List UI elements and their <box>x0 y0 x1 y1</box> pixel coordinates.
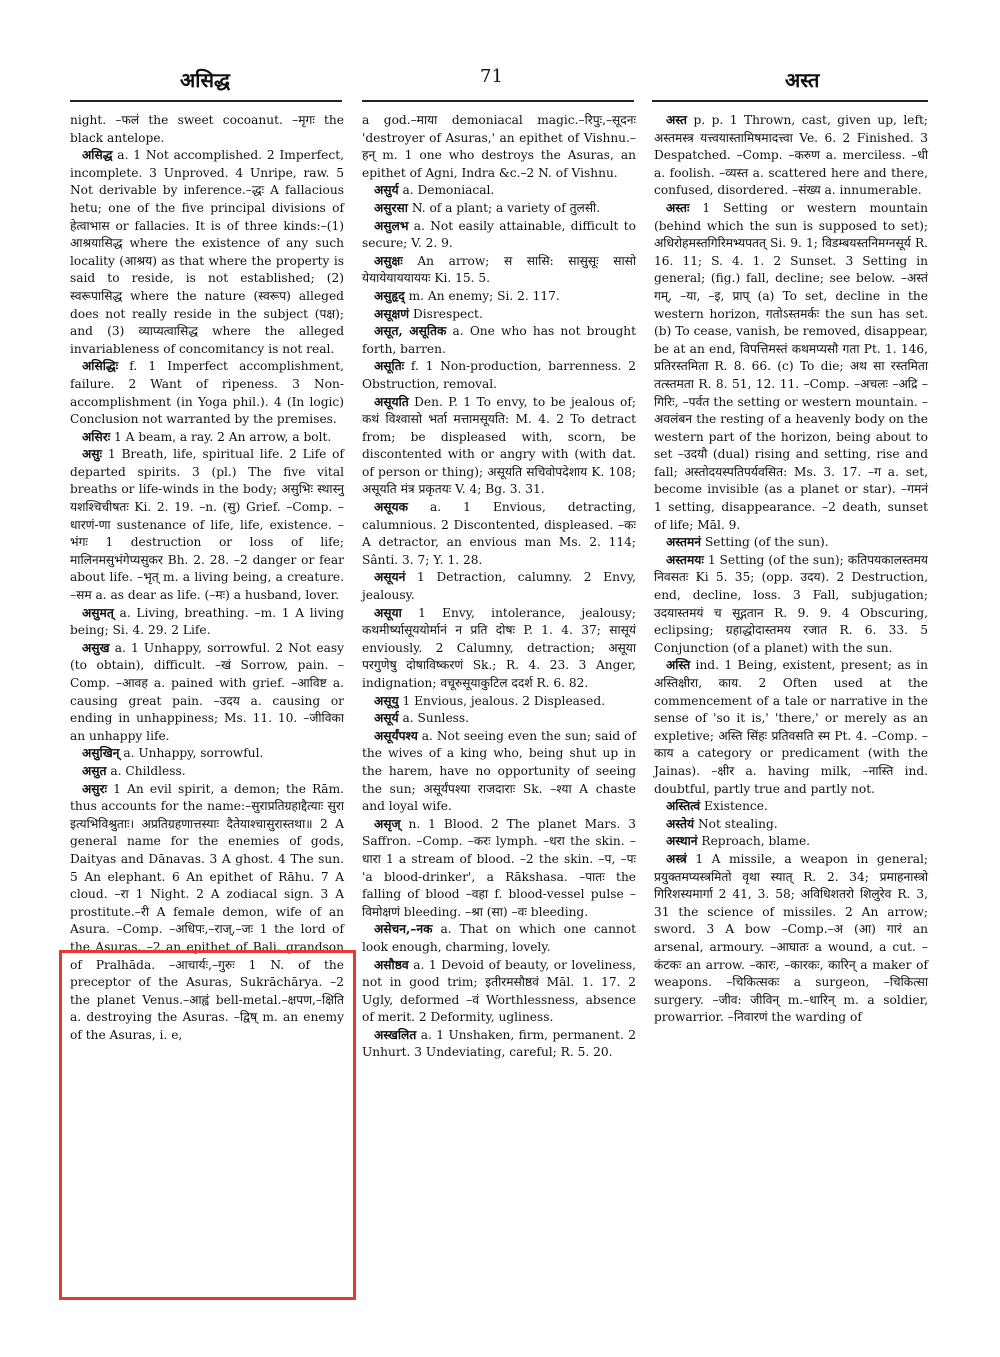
dictionary-entry <box>654 798 928 816</box>
entry-headword: असृज् <box>374 816 401 831</box>
entry-headword: असुरः <box>82 781 107 796</box>
entry-headword: असुमत् <box>82 605 114 620</box>
entry-definition: Disrespect. <box>412 306 483 321</box>
entry-headword: असेचन,–नक <box>374 922 433 937</box>
dictionary-entry <box>362 1027 636 1062</box>
entry-definition: 1 Setting (of the sun); कतिपयकालस्तमय निवसतः Ki 5. 35; (opp. उदय). 2 Destruction, end, decline, loss. 3 Fall, subjugation; उदयास्तमयं च सूद्गतान R. 9. 9. 4 Obscuring, eclipsing; ग्रहाद्धोदास्तमय रजात R. 6. 33. 5 Conjunction (of a planet) with the sun. <box>654 552 929 655</box>
column-rule-right <box>652 100 928 102</box>
entry-definition: a. Not seeing even the sun; said of the wives of a king who, being shut up in the harem, have no opportunity of seeing the sun; असूर्यंपश्या राजदाराः Sk. –श्या A chaste and loyal wife. <box>362 728 636 814</box>
dictionary-entry <box>362 499 636 569</box>
dictionary-entry <box>654 851 928 1027</box>
dictionary-entry <box>362 394 636 500</box>
entry-definition: a. Not easily attainable, difficult to secure; V. 2. 9. <box>362 218 636 251</box>
entry-definition: 1 A missile, a weapon in general; प्रयुक्तमप्यस्त्रमितो वृथा स्यात् R. 2. 34; प्रमाहनास्त्रो गिरिशस्यमार्गा 2 41, 3. 58; अविधिशतरो शिलुरेव R. 3, 31 the science of missiles. 2 An arrow; sword. 3 A bow –Comp.–अ (आ) गारं an arsenal, armoury. –आघातः a wound, a cut. –कंटकः an arrow. –कारः, –कारकः, कारिन् a maker of weapons. –चिकित्सकः a surgeon, –चिकित्सा surgery. –जीव: जीविन् m.–धारिन् m. a soldier, prowarrior. –निवारणं the warding of <box>654 851 929 1025</box>
dictionary-entry <box>362 253 636 288</box>
dictionary-entry <box>70 429 344 447</box>
entry-headword: असुख <box>82 640 110 655</box>
entry-definition: Setting (of the sun). <box>704 535 829 550</box>
dictionary-entry <box>362 306 636 324</box>
page-number: 71 <box>480 66 503 87</box>
entry-definition: N. of a plant; a variety of तुलसी. <box>411 200 601 215</box>
entry-definition: a. Demoniacal. <box>402 183 495 198</box>
dictionary-entry <box>362 218 636 253</box>
entry-headword: अस्तः <box>666 200 690 215</box>
dictionary-entry <box>70 640 344 746</box>
entry-definition: 1 Envy, intolerance, jealousy; कथमीर्ष्यासूययोर्मानं न प्रति दोषः P. 1. 4. 37; सासूयं enviously. 2 Calumny, detraction; असूया परगुणेषु दोषाविष्करणं Sk.; R. 4. 23. 3 Anger, indignation; वचूरुसूयाकुटिल ददर्श R. 6. 82. <box>362 605 637 690</box>
column-rule-middle <box>362 100 634 102</box>
column-right <box>654 112 928 1027</box>
entry-definition: f. 1 Imperfect accomplishment, failure. 2 Want of ripeness. 3 Non-accomplishment (in Yoga phil.). 4 (In logic) Conclusion not warranted by the premises. <box>70 359 345 427</box>
entry-headword: असूतिः <box>374 359 405 374</box>
entry-headword: अस्त <box>666 113 687 127</box>
dictionary-entry <box>654 657 928 798</box>
dictionary-entry <box>362 358 636 393</box>
entry-definition: a. That on which one cannot look enough, charming, lovely. <box>362 922 637 954</box>
entry-definition: m. An enemy; Si. 2. 117. <box>408 288 560 303</box>
entry-definition: Den. P. 1 To envy, to be jealous of; कथं विश्वासो भर्ता मत्तामसूयति: M. 4. 2 To detract from; be displeased with, scorn, be discontented with or angry with (with dat. of person or thing); असूयति सचिवोपदेशाय K. 108; असूयति मंत्र प्रकृतयः V. 4; Bg. 3. 31. <box>362 394 636 497</box>
entry-headword: असौष्ठव <box>374 957 409 972</box>
entry-headword: अस्तित्वं <box>666 799 701 814</box>
entry-definition: night. –फलं the sweet cocoanut. –मृगः the black antelope. <box>70 113 344 145</box>
entry-headword: असूक्षणं <box>374 306 410 321</box>
entry-headword: असूत, असूतिक <box>374 324 447 339</box>
column-rule-left <box>70 100 342 102</box>
entry-definition: a. Childless. <box>110 763 186 778</box>
dictionary-entry <box>362 323 636 358</box>
dictionary-entry <box>70 763 344 781</box>
entry-definition: n. 1 Blood. 2 The planet Mars. 3 Saffron. –Comp. –करः lymph. –धरा the skin. –धारा 1 a stream of blood. –2 the skin. –प, –पः 'a blood-drinker', a Rākshasa. –पातः the falling of blood –वहा f. blood-vessel pulse –विमोक्षणं bleeding. –श्रा (सा) –वः bleeding. <box>362 816 637 919</box>
dictionary-entry <box>654 200 928 534</box>
entry-definition: a. 1 Unshaken, firm, permanent. 2 Unhurt. 3 Undeviating, careful; R. 5. 20. <box>362 1027 636 1060</box>
page-header <box>60 66 940 96</box>
entry-definition: a. Living, breathing. –m. 1 A living being; Si. 4. 29. 2 Life. <box>70 605 344 638</box>
entry-headword: असिरः <box>82 429 111 444</box>
entry-headword: असूयति <box>374 394 409 409</box>
dictionary-entry <box>362 728 636 816</box>
dictionary-entry <box>70 112 344 147</box>
entry-definition: a. 1 Unhappy, sorrowful. 2 Not easy (to obtain), difficult. –खं Sorrow, pain. –Comp. –आवह a. pained with grief. –आविष्ट a. causing great pain. –उदय a. causing or ending in unhappiness; Ms. 11. 10. –जीविका an unhappy life. <box>70 640 344 743</box>
dictionary-entry <box>654 833 928 851</box>
dictionary-entry <box>362 288 636 306</box>
entry-headword: अस्थानं <box>666 834 698 849</box>
entry-headword: असुत <box>82 763 107 778</box>
dictionary-entry <box>362 710 636 728</box>
dictionary-entry <box>654 552 928 658</box>
entry-headword: असुरसा <box>374 200 408 215</box>
entry-definition: Existence. <box>704 799 768 814</box>
entry-headword: अस्ति <box>666 658 691 673</box>
entry-definition: 1 Detraction, calumny. 2 Envy, jealousy. <box>362 570 636 603</box>
dictionary-entry <box>654 534 928 552</box>
entry-definition: a god.–माया demoniacal magic.–रिपुः,–सूदनः 'destroyer of Asuras,' an epithet of Vishnu.–हन् m. 1 one who destroys the Asuras, an epithet of Agni, Indra &c.–2 N. of Vishnu. <box>362 113 636 180</box>
dictionary-entry <box>362 200 636 218</box>
dictionary-entry <box>362 605 636 693</box>
entry-headword: असूयु <box>374 693 399 708</box>
entry-definition: 1 Envious, jealous. 2 Displeased. <box>402 693 606 708</box>
dictionary-entry <box>654 112 928 200</box>
dictionary-entry <box>362 957 636 1027</box>
entry-headword: अस्खलित <box>374 1027 417 1042</box>
entry-headword: असूर्य <box>374 711 399 726</box>
entry-headword: असुलभ <box>374 218 409 233</box>
entry-headword: असुर्य <box>374 183 399 198</box>
entry-headword: असुक्षः <box>374 253 403 268</box>
dictionary-entry <box>70 446 344 604</box>
header-right-guideword: अस्त <box>785 68 820 92</box>
entry-definition: An arrow; स सासि: सासुसूः सासो येयायेयाययाययः Ki. 15. 5. <box>362 253 637 286</box>
dictionary-entry <box>362 569 636 604</box>
entry-headword: असुः <box>82 447 103 462</box>
entry-definition: p. p. 1 Thrown, cast, given up, left; अस्तमस्त्र यत्त्वयास्तामिषमादत्त्वा Ve. 6. 2 Finished. 3 Despatched. –Comp. –करुण a. merciless. –धी a. foolish. –व्यस्त a. scattered here and there, confused, disordered. –संख्य a. innumerable. <box>654 113 929 198</box>
entry-headword: असुहृद् <box>374 288 405 303</box>
entry-headword: अस्तेयं <box>666 816 695 831</box>
dictionary-entry <box>362 182 636 200</box>
highlight-box <box>59 950 356 1300</box>
entry-definition: Reproach, blame. <box>701 834 811 849</box>
dictionary-entry <box>362 921 636 956</box>
entry-definition: Not stealing. <box>697 816 778 831</box>
entry-definition: a. 1 Envious, detracting, calumnious. 2 Discontented, displeased. –कः A detractor, an envious man Ms. 2. 114; Sânti. 3. 7; Y. 1. 28. <box>362 500 636 567</box>
entry-definition: a. One who has not brought forth, barren. <box>362 324 637 356</box>
entry-headword: असिद्ध <box>82 148 113 163</box>
entry-headword: असुखिन् <box>82 746 120 761</box>
entry-headword: असूया <box>374 605 402 620</box>
entry-headword: असिद्धिः <box>82 359 119 374</box>
dictionary-entry <box>362 816 636 922</box>
entry-definition: 1 Breath, life, spiritual life. 2 Life of departed spirits. 3 (pl.) The five vital breaths or life-winds in the body; असुभिः स्थास्नु यशश्चिचीषतः Ki. 2. 19. –n. (सु) Grief. –Comp. –धारणं-णा sustenance of life, life, existence. –भंगः 1 destruction or loss of life; मालिनमसुभंगेप्यसुकर Bh. 2. 28. –2 danger or fear about life. –भृत् m. a living being, a creature. –सम a. as dear as life. (–मः) a husband, lover. <box>70 447 345 603</box>
dictionary-entry <box>362 112 636 182</box>
entry-definition: 1 Setting or western mountain (behind which the sun is supposed to set); अधिरोहमस्तगिरिमभ्यपतत् Si. 9. 1; विडम्बयस्तनिमग्नसूर्य R. 16. 11; S. 4. 1. 2 Sunset. 3 Setting in general; (fig.) fall, decline; see below. –अस्तं गम्, –या, –इ, प्राप् (a) To set, decline in the western horizon, गतोऽस्तमर्कः the sun has set. (b) To cease, vanish, be removed, disappear, be at an end, विपत्तिमस्तं कथमप्यसौ गता Pt. 1. 146, प्रतिरस्तमिता R. 8. 66. (c) To die; अथ सा रस्तमिता तत्स्तमता R. 8. 51, 12. 11. –Comp. –अचलः –अद्रि –गिरिः, –पर्वत the setting or western mountain. –अवलंबन the resting of a heavenly body on the western part of the horizon, being about to set –उदयौ (dual) rising and setting, rise and fall; अस्तोदयस्पतिपर्यवसित: Ms. 3. 17. –ग a. set, become invisible (as a planet or star). –गमनं 1 setting, disappearance. –2 death, sunset of life; Māl. 9. <box>654 200 928 532</box>
entry-headword: अस्त्रं <box>666 851 687 866</box>
entry-definition: a. 1 Devoid of beauty, or loveliness, not in good trim; इतीरमसौष्ठवं Māl. 1. 17. 2 Ugly, deformed –वं Worthlessness, absence of merit. 2 Deformity, ugliness. <box>362 957 637 1025</box>
entry-definition: f. 1 Non-production, barrenness. 2 Obstruction, removal. <box>362 359 637 391</box>
dictionary-entry <box>70 605 344 640</box>
entry-definition: 1 A beam, a ray. 2 An arrow, a bolt. <box>114 429 332 444</box>
entry-definition: a. Sunless. <box>402 711 470 726</box>
dictionary-entry <box>654 816 928 834</box>
entry-headword: अस्तमनं <box>666 535 702 550</box>
entry-definition: a. 1 Not accomplished. 2 Imperfect, incomplete. 3 Unproved. 4 Unripe, raw. 5 Not derivable by inference.–द्धः A fallacious hetu; one of the five principal divisions of हेत्वाभास or fallacies. It is of three kinds:–(1) आश्रयासिद्ध where the existence of any such locality (आश्रय) as that where the property is said to reside, is not established; (2) स्वरूपासिद्ध where the nature (स्वरूप) alleged does not really reside in the subject (पक्ष); and (3) व्याप्यत्वासिद्ध where the alleged invariableness of concomitancy is not real. <box>70 148 344 356</box>
dictionary-entry <box>70 358 344 428</box>
dictionary-entry <box>362 693 636 711</box>
entry-definition: a. Unhappy, sorrowful. <box>123 746 264 761</box>
dictionary-entry <box>70 147 344 358</box>
entry-headword: असूयक <box>374 500 408 515</box>
column-left <box>70 112 344 1044</box>
entry-headword: असूर्यंपश्य <box>374 728 418 743</box>
entry-headword: असूयनं <box>374 570 406 585</box>
dictionary-entry <box>70 745 344 763</box>
entry-definition: ind. 1 Being, existent, present; as in अस्तिक्षीरा, काय. 2 Often used at the commencement of a tale or narrative in the sense of 'so it is,' 'there,' or merely as an expletive; अस्ति सिंहः प्रतिवसति स्म Pt. 4. –Comp. –काय a category or predicament (with the Jainas). –क्षीर a. having milk, –नास्ति ind. doubtful, partly true and partly not. <box>654 658 928 796</box>
entry-definition: 1 An evil spirit, a demon; the Rām. thus accounts for the name:–सुराप्रतिग्रहाद्दैत्याः सुरा इत्यभिविश्रुताः। अप्रतिग्रहणात्तस्याः दैतेयाश्चासुरास्तथा॥ 2 A general name for the enemies of gods, Daityas and Dānavas. 3 A ghost. 4 The sun. 5 An elephant. 6 An epithet of Rāhu. 7 A cloud. –रा 1 Night. 2 A zodiacal sign. 3 A prostitute.–री A female demon, wife of an Asura. –Comp. –अधिपः,–राज्,–जः 1 the lord of the Asuras. –2 an epithet of Bali, grandson of Pralhāda. –आचार्यः,–गुरुः 1 N. of the preceptor of the Asuras, Sukrāchārya. –2 the planet Venus.–आह्वं bell-metal.–क्षपण,–क्षिति a. destroying the Asuras. –द्विष् m. an enemy of the Asuras, i. e, <box>70 781 344 1042</box>
entry-headword: अस्तमयः <box>666 552 704 567</box>
column-middle <box>362 112 636 1062</box>
header-left-guideword: असिद्ध <box>180 68 230 92</box>
